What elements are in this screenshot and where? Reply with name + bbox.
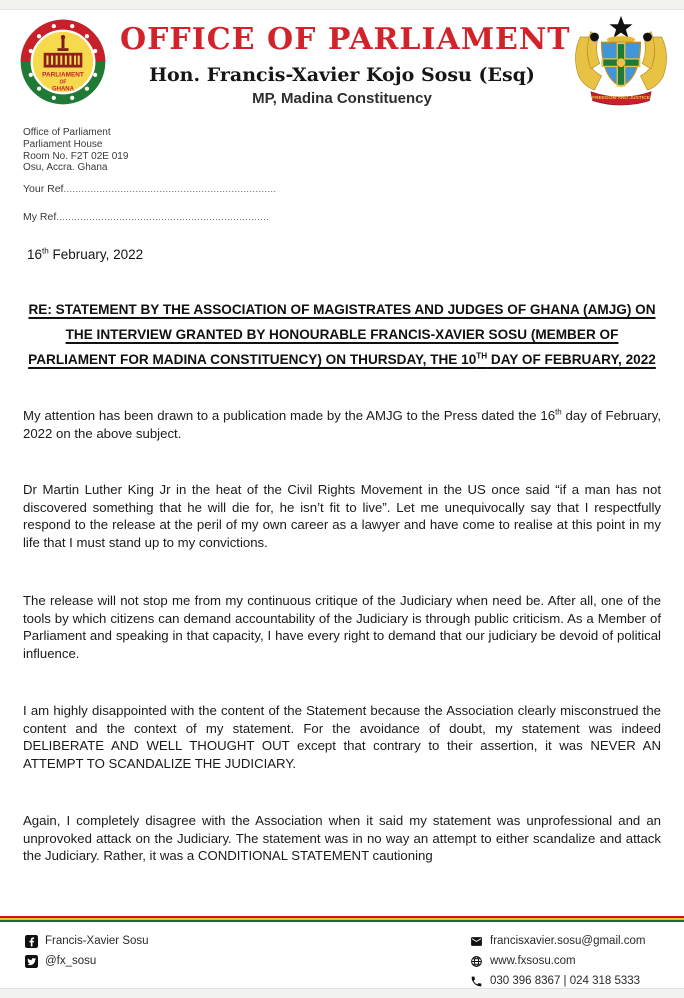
coat-of-arms-motto: FREEDOM AND JUSTICE: [592, 95, 650, 101]
email-icon: [470, 935, 483, 948]
letter-date: [27, 247, 143, 262]
date-suffix: th: [42, 246, 49, 256]
address-line: Room No. F2T 02E 019: [23, 150, 129, 162]
parliament-of-ghana-seal-logo: [16, 16, 110, 108]
body-paragraph-1: [23, 407, 661, 442]
date-rest: February, 2022: [48, 247, 144, 262]
my-ref-dots: .......................................................................: [56, 212, 270, 222]
paragraph-text: My attention has been drawn to a publication made by the AMJG to the Press dated the 16: [23, 408, 556, 423]
letterhead: [120, 22, 571, 107]
phone-icon: [470, 975, 483, 988]
phone-numbers: 030 396 8367 | 024 318 5333: [490, 975, 641, 987]
office-title: OFFICE OF PARLIAMENT: [120, 22, 571, 57]
paragraph-text: day of February, 2022 on the above subject.: [23, 408, 661, 441]
email-address: francisxavier.sosu@gmail.com: [490, 935, 646, 947]
facebook-row: [25, 931, 149, 951]
address-line: Office of Parliament: [23, 127, 111, 138]
subject-ordinal-suffix: TH: [476, 351, 488, 361]
globe-icon: [470, 955, 483, 968]
twitter-handle: @fx_sosu: [45, 955, 97, 967]
body-paragraph-5: Again, I completely disagree with the Association when it said my statement was unprofessional and an unprovoked attack on the Judiciary. The statement was in no way an attempt to either scandalize and attack the Judiciary. Rather, it was a CONDITIONAL STATEMENT cautioning: [23, 813, 661, 864]
body-paragraph-2: Dr Martin Luther King Jr in the heat of the Civil Rights Movement in the US once said “if a man has not discovered something that he will die for, he isn’t fit to live”. Let me unequivocally say that I respectfully respond to the release at the peril of my own career as a lawyer and have come to realise at this point in my life that I must stand up to my convictions.: [23, 482, 661, 550]
email-row: [470, 931, 645, 951]
subject-text-tail: DAY OF FEBRUARY, 2022: [487, 352, 656, 367]
your-ref-dots: .......................................................................: [63, 184, 277, 194]
address-line: Parliament House: [23, 138, 103, 150]
seal-text-parliament: PARLIAMENT: [42, 71, 84, 79]
twitter-row: [25, 951, 149, 971]
ordinal-suffix: th: [555, 407, 562, 417]
sender-address-block: [23, 127, 128, 174]
ghana-flag-divider: [0, 916, 684, 922]
address-line: Osu, Accra. Ghana: [23, 162, 108, 174]
body-paragraph-4: I am highly disappointed with the content of the Statement because the Association clearly misconstrued the content and the context of my statement. For the avoidance of doubt, my statement was indeed DELIBERATE AND WELL THOUGHT OUT except that contrary to their assertion, it was NEVER AN ATTEMPT TO SCANDALIZE THE JUDICIARY.: [23, 703, 661, 771]
bottom-margin-strip: [0, 988, 684, 998]
footer-contact-column: [470, 931, 645, 991]
ghana-coat-of-arms-logo: [568, 8, 674, 112]
seal-text-of: OF: [59, 79, 67, 86]
constituency-line: MP, Madina Constituency: [252, 90, 432, 107]
flag-green-stripe: [0, 920, 684, 922]
subject-heading: [22, 297, 662, 372]
my-ref-label: My Ref: [23, 211, 57, 223]
my-ref-line: [23, 211, 269, 223]
date-day: 16: [27, 247, 43, 262]
subject-text: RE: STATEMENT BY THE ASSOCIATION OF MAGISTRATES AND JUDGES OF GHANA (AMJG) ON THE INTERVIEW GRANTED BY HONOURABLE FRANCIS-XAVIER SOSU (MEMBER OF PARLIAMENT FOR MADINA CONSTITUENCY) ON THURSDAY, THE 10: [28, 302, 656, 367]
facebook-handle: Francis-Xavier Sosu: [45, 935, 149, 947]
website-url: www.fxsosu.com: [490, 955, 576, 967]
mp-name: Hon. Francis-Xavier Kojo Sosu (Esq): [149, 64, 535, 86]
your-ref-line: [23, 183, 277, 195]
facebook-icon: [25, 935, 38, 948]
twitter-icon: [25, 955, 38, 968]
your-ref-label: Your Ref: [23, 183, 64, 195]
seal-text-ghana: GHANA: [52, 86, 74, 93]
footer-social-column: [25, 931, 149, 971]
website-row: [470, 951, 645, 971]
body-paragraph-3: The release will not stop me from my continuous critique of the Judiciary when need be. After all, one of the tools by which citizens can demand accountability of the Judiciary is through public criticism. As a Member of Parliament and speaking in that capacity, I have every right to demand that our judiciary be devoid of political influence.: [23, 593, 661, 661]
